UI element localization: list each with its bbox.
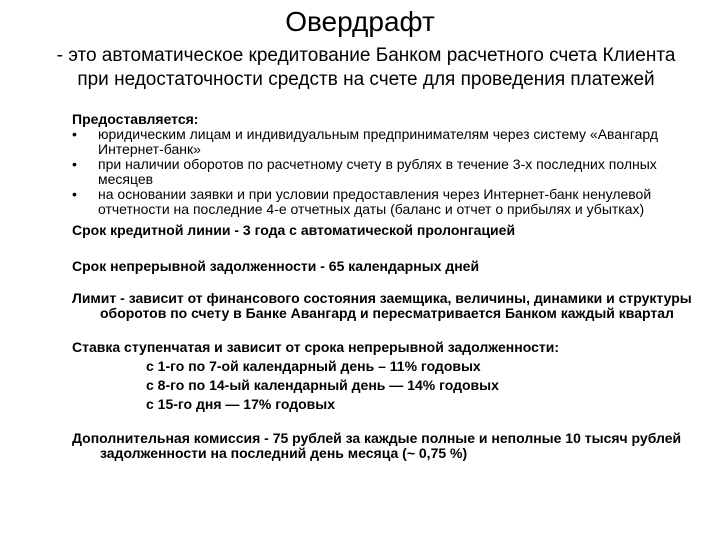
bullet-dot: • bbox=[72, 156, 77, 172]
rate-tier: с 8-го по 14-ый календарный день — 14% годовых bbox=[146, 377, 499, 393]
credit-line-term: Срок кредитной линии - 3 года с автоматической пролонгацией bbox=[72, 222, 516, 238]
bullet-text: при наличии оборотов по расчетному счету в рублях в течение 3-х последних полных месяцев bbox=[98, 156, 657, 187]
bullet-dot: • bbox=[72, 186, 77, 202]
commission-paragraph: Дополнительная комиссия - 75 рублей за каждые полные и неполные 10 тысяч рублей задолженности на последний день месяца (~ 0,75 %) bbox=[72, 430, 682, 461]
bullet-text: юридическим лицам и индивидуальным предпринимателям через систему «Авангард Интернет-банк» bbox=[98, 126, 659, 157]
provided-lead: Предоставляется: bbox=[72, 111, 199, 127]
bullet-item bbox=[72, 187, 712, 217]
rate-block bbox=[72, 338, 712, 414]
rate-lead: Ставка ступенчатая и зависит от срока непрерывной задолженности: bbox=[72, 339, 559, 355]
bullet-item bbox=[72, 127, 712, 157]
slide-subtitle: - это автоматическое кредитование Банком расчетного счета Клиента при недостаточности средств на счете для проведения платежей bbox=[56, 45, 676, 90]
bullet-dot: • bbox=[72, 126, 77, 142]
slide-title: Овердрафт bbox=[285, 6, 435, 37]
rate-tier: с 15-го дня — 17% годовых bbox=[146, 396, 335, 412]
limit-paragraph: Лимит - зависит от финансового состояния заемщика, величины, динамики и структуры оборотов по счету в Банке Авангард и пересматривается Банком каждый квартал bbox=[72, 290, 692, 321]
bullet-item bbox=[72, 157, 712, 187]
rate-tier: с 1-го по 7-ой календарный день – 11% годовых bbox=[146, 358, 481, 374]
slide-body bbox=[72, 112, 712, 461]
bullet-text: на основании заявки и при условии предоставления через Интернет-банк ненулевой отчетности на последние 4-е отчетных даты (баланс и отчет о прибылях и убытках) bbox=[98, 186, 652, 217]
continuous-debt-term: Срок непрерывной задолженности - 65 календарных дней bbox=[72, 258, 480, 274]
